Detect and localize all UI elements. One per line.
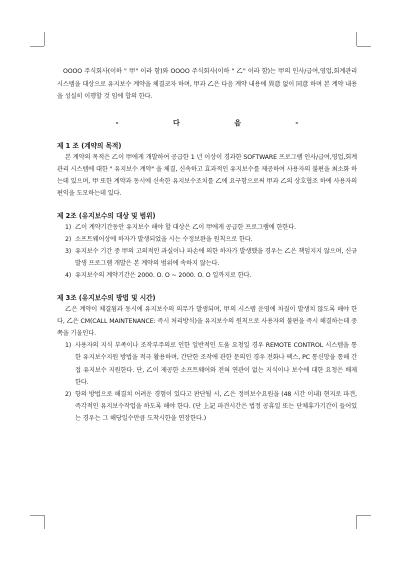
article-3-body: 乙은 계약이 체결됨과 동시에 유지보수의 의무가 발생되며, 甲의 시스템 운영에 차질이 발생치 않도록 해야 한다, 乙은 CM(CALL MAINTENANCE: 즉시 처리방식)을 유지보수의 원칙으로 사용자의 불편을 즉시 해결하는데 중쪽을 기울인다. (57, 305, 357, 338)
crop-mark-top-left-h (30, 46, 44, 47)
list-item: 4) 유지보수의 계약기간은 2000. O. O ~ 2000. O. O 일까지로 한다. (65, 272, 252, 280)
list-item: 3) 유지보수 기간 중 甲의 고의적인 과실이나 파손에 의한 하자가 발생했을 경우는 乙은 책임지지 않으며, 신규발생 프로그램 개발은 본 계약의 범위에 속하지 않는다. (65, 248, 357, 268)
list-item: 2) 항의 방법으로 해결치 어려운 경험이 있다고 판단될 시, 乙은 정비보수요원을 (48 시간 이내) 현지로 파견, 즉각적인 유지보수작업을 하도록 해야 한다. (단 上記 파견시간은 법정 공휴일 또는 단체휴가기간이 들어있는 경우는 그 해당일수만큼 도착시한을 연장한다.) (65, 391, 357, 423)
article-1-heading: 제 1 조 (계약의 목적) (57, 141, 122, 150)
crop-mark-bottom-right-h (357, 515, 371, 516)
article-3-list (57, 340, 357, 425)
article-3-heading: 제 3조 (유지보수의 방법 및 시간) (57, 293, 156, 302)
article-2-list (57, 222, 357, 283)
crop-mark-bottom-right-v (356, 515, 357, 529)
article-1-body: 본 계약의 목적은 乙이 甲에게 개발하여 공급한 1 년 이상이 경과한 SOFTWARE 프로그램 인사/급여,영업,회계관리 시스템에 대한 " 유지보수 계약" 을 체결, 신속하고 효과적인 유지보수를 제공하여 사용자의 불편을 최소화 하는데 있으며, 甲 또한 계약과 동시에 신속한 유지보수조치를 乙에 요구함으로써 甲과 乙의 상호협조 하에 사용자의 편익을 도모하는데 있다. (57, 153, 357, 198)
crop-mark-top-right-v (356, 32, 357, 46)
crop-mark-top-right-h (357, 46, 371, 47)
list-item: 1) 사용자의 지식 부족이나 조작부주의로 인한 일반적인 도움 요청일 경우 REMOTE CONTROL 시스템을 통한 유지보수지원 방법을 적극 활용하며, 간단한 조작에 관한 문의인 경우 전화나 팩스, PC 통신망을 통해 간접 유지보수 지원한다. 단, 乙이 제공한 소프트웨어와 전혀 연관이 없는 지식이나 보수에 대한 요청은 배제한다. (65, 342, 357, 386)
crop-mark-bottom-left-v (44, 515, 45, 529)
list-item: 2) 소프트웨어상에 하자가 발생되었을 시는 수정보완을 원칙으로 한다. (65, 235, 253, 243)
crop-mark-bottom-left-h (30, 515, 44, 516)
list-item: 1) 乙이 계약기간동안 유지보수 해야 할 대상은 乙이 甲에게 공급한 프로그램에 한한다. (65, 223, 296, 231)
section-title: - 다 음 - (115, 118, 325, 127)
crop-mark-top-left-v (44, 32, 45, 46)
article-2-heading: 제 2조 (유지보수의 대상 및 범위) (57, 211, 156, 220)
intro-paragraph: OOOO 주식회사(이하 " 甲" 이라 함)와 OOOO 주식회사(이하 " 乙" 이라 함)는 甲의 인사/급여,영업,회계관리 시스템을 대상으로 유지보수 계약을 체결코자 하며, 甲과 乙은 다음 계약 내용에 異意 없이 同意 하며 본 계약 내용을 성실히 이행할 것 임에 합의 한다. (57, 68, 357, 101)
document-body (57, 66, 357, 426)
